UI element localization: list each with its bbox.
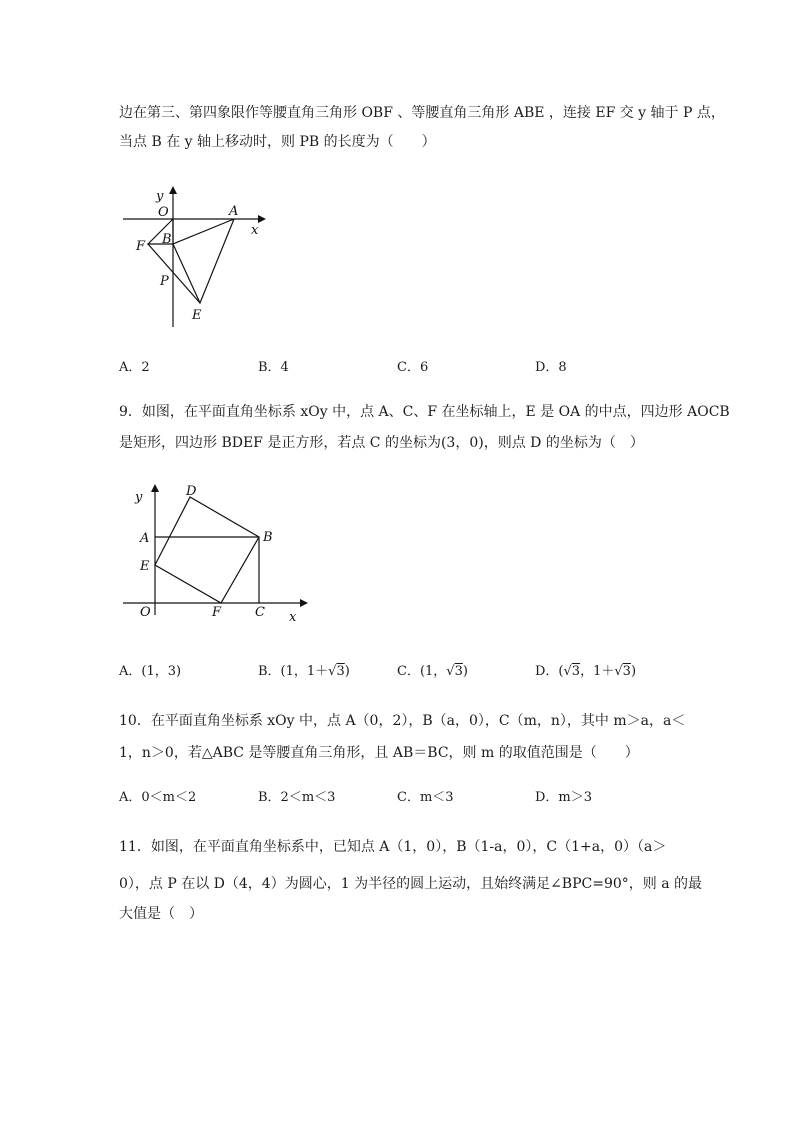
q8-label-e: E: [192, 308, 202, 323]
q9-text-line-2: 是矩形，四边形 BDEF 是正方形，若点 C 的坐标为(3，0)，则点 D 的坐标为（ ）: [119, 435, 644, 451]
q9-choice-b-radicand: 3: [336, 664, 345, 679]
q11-text-line-3: 大值是（ ）: [119, 906, 203, 922]
q8-label-b: B: [162, 232, 172, 247]
q8-choice-d: D．8: [535, 360, 567, 375]
q10-text-line-2: 1，n＞0，若△ABC 是等腰直角三角形，且 AB＝BC，则 m 的取值范围是（ ）: [119, 745, 639, 761]
q9-label-o: O: [140, 605, 151, 620]
q9-choice-a: A．(1，3): [119, 664, 182, 679]
q9-y-arrow: [151, 484, 159, 492]
q9-x-arrow: [300, 599, 308, 607]
sqrt-icon: √: [614, 664, 623, 679]
q9-figure: [118, 480, 318, 630]
q11-text-line-2: 0），点 P 在以 D（4，4）为圆心，1 为半径的圆上运动，且始终满足∠BPC=90°，则 a 的最: [119, 876, 703, 892]
q8-figure: [118, 182, 278, 332]
q8-choice-a: A．2: [119, 360, 150, 375]
q10-text-line-1: 10．在平面直角坐标系 xOy 中，点 A（0，2），B（a，0），C（m，n），其中 m＞a，a＜: [119, 713, 686, 729]
q8-triangle-abe: [173, 219, 234, 303]
q11-text-line-1: 11．如图，在平面直角坐标系中，已知点 A（1，0），B（1-a，0），C（1+a，0）（a＞: [119, 839, 667, 855]
q8-text-line-2: 当点 B 在 y 轴上移动时，则 PB 的长度为（ ）: [119, 134, 436, 150]
q10-choice-c: C．m＜3: [397, 790, 454, 805]
q10-choice-b: B．2＜m＜3: [258, 790, 336, 805]
q9-label-e: E: [140, 559, 150, 574]
sqrt-icon: √: [563, 664, 572, 679]
q9-choice-c-prefix: C．(1，: [397, 664, 447, 679]
q8-x-arrow: [258, 215, 266, 223]
q8-choice-c: C．6: [397, 360, 429, 375]
q9-label-b: B: [263, 530, 273, 545]
q9-choice-b-prefix: B．(1，1＋: [258, 664, 329, 679]
q8-label-x: x: [251, 223, 259, 238]
q8-label-a: A: [229, 204, 239, 219]
q10-choice-d: D．m＞3: [535, 790, 593, 805]
q9-choice-d-prefix: D．(: [535, 664, 564, 679]
q9-label-a: A: [140, 531, 150, 546]
q8-text-line-1: 边在第三、第四象限作等腰直角三角形 OBF 、等腰直角三角形 ABE ，连接 EF 交 y 轴于 P 点，: [119, 105, 725, 121]
q9-choice-d-radicand-2: 3: [622, 664, 631, 679]
q9-choice-c-radicand: 3: [454, 664, 463, 679]
q9-choice-c-suffix: ): [462, 664, 468, 679]
q9-choice-d: [535, 662, 636, 682]
q9-choice-d-mid: ，1＋: [580, 664, 615, 679]
q8-label-y: y: [156, 189, 164, 204]
q8-label-f: F: [136, 239, 146, 254]
q9-label-d: D: [186, 484, 197, 499]
q9-choice-d-suffix: ): [630, 664, 637, 679]
sqrt-icon: √: [446, 664, 455, 679]
q9-label-f: F: [212, 605, 222, 620]
q8-label-p: P: [160, 274, 169, 289]
q8-label-o: O: [158, 205, 169, 220]
q9-label-x: x: [289, 610, 297, 625]
q8-segment-ef: [148, 244, 200, 303]
q8-y-arrow: [169, 186, 177, 194]
q9-choice-c: [397, 662, 468, 682]
q9-text-line-1: 9．如图，在平面直角坐标系 xOy 中，点 A、C、F 在坐标轴上，E 是 OA 的中点，四边形 AOCB: [119, 404, 730, 420]
q9-choice-b: [258, 662, 350, 682]
sqrt-icon: √: [328, 664, 337, 679]
q9-label-y: y: [135, 490, 143, 505]
q9-label-c: C: [255, 605, 265, 620]
q8-choice-b: B．4: [258, 360, 289, 375]
q9-square-bdef: [155, 497, 259, 603]
q10-choice-a: A．0＜m＜2: [119, 790, 197, 805]
q9-choice-b-suffix: ): [344, 664, 350, 679]
q9-choice-d-radicand-1: 3: [571, 664, 581, 679]
